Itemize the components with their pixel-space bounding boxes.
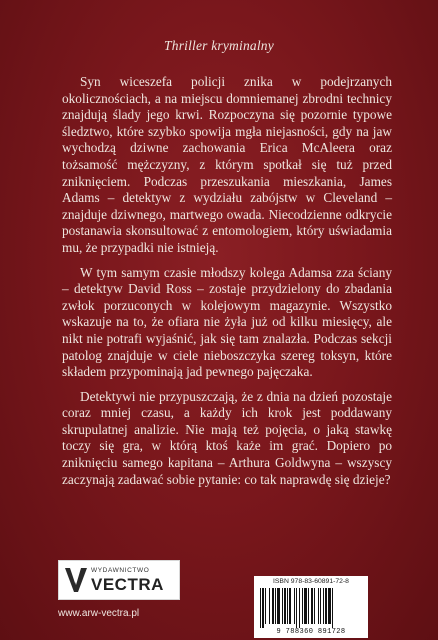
publisher-url: www.arw-vectra.pl	[58, 608, 140, 619]
blurb-paragraph-2: W tym samym czasie młodszy kolega Adamsa zza ściany – detektyw David Ross – zostaje przydzielony do zbadania zwłok porzuconych w kolejowym magazynie. Wszystko wskazuje na to, że ofiara nie żyła już od kilku miesięcy, ale nikt nie potrafi wyjaśnić, jak się tam znalazła. Podczas sekcji patolog znajduje w ciele nieboszczyka szereg toksyn, które składem przypominają jad pewnego pajęczaka.	[62, 264, 392, 380]
isbn-label: ISBN 978-83-60891-72-8	[273, 578, 349, 585]
barcode-graphic	[260, 588, 362, 628]
isbn-barcode-box	[254, 576, 368, 638]
blurb-paragraph-1: Syn wiceszefa policji znika w podejrzanych okolicznościach, a na miejscu domniemanej zbrodni technicy znajdują ślady jego krwi. Rozpoczyna się pozornie typowe śledztwo, które szybko spowija mgła niejasności, gdy na jaw wychodzą dziwne zachowania Erica McAleera oraz tożsamość mężczyzny, z którym spotkał się tuż przed zniknięciem. Podczas przeszukania mieszkania, James Adams – detektyw z wydziału zabójstw w Cleveland – znajduje dziwnego, martwego owada. Niecodzienne odkrycie postanawia skonsultować z entomologiem, który uświadamia mu, że przypadki nie istnieją.	[62, 74, 392, 255]
genre-label: Thriller kryminalny	[164, 38, 274, 53]
publisher-name: VECTRA	[91, 575, 164, 594]
isbn-digits: 9 788360 891728	[276, 628, 346, 636]
blurb-paragraph-3: Detektywi nie przypuszczają, że z dnia na dzień pozostaje coraz mniej czasu, a każdy ich krok jest poddawany skrupulatnej analizie. Nie mają też pojęcia, o jaką stawkę toczy się gra, w którą ktoś każe im grać. Dopiero po zniknięciu samego kapitana – Arthura Goldwyna – wszyscy zaczynają zadawać sobie pytanie: co tak naprawdę się dzieje?	[62, 388, 392, 487]
blurb-text	[62, 74, 392, 496]
publisher-label: WYDAWNICTWO	[91, 567, 150, 574]
publisher-logo	[58, 560, 180, 600]
vectra-logo-icon	[63, 565, 89, 595]
